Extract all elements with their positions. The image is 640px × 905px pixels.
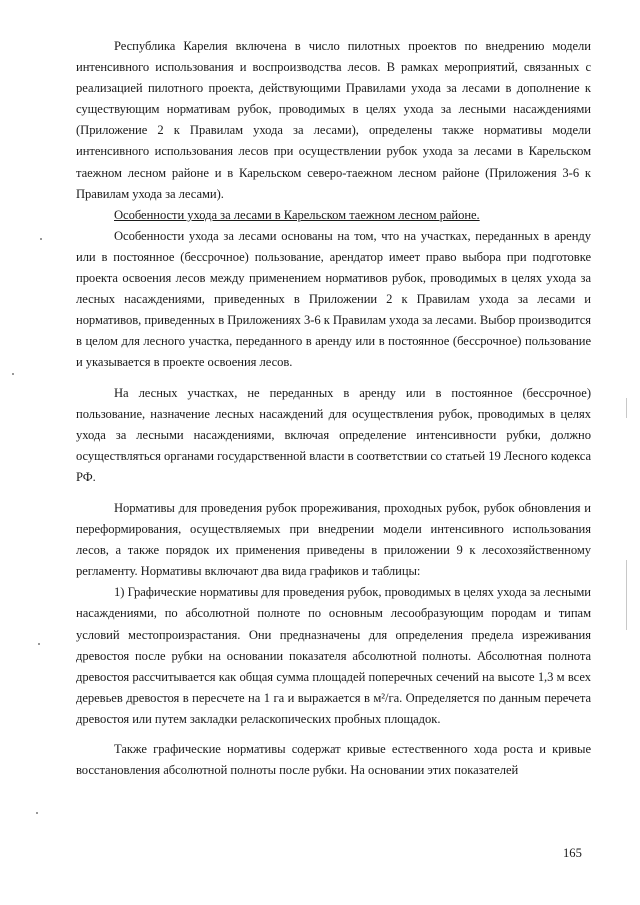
paragraph-norms: Нормативы для проведения рубок прореживания, проходных рубок, рубок обновления и переформирования, осуществляемых при внедрении модели интенсивного использования лесов, а также порядок их применения приведены в приложении 9 к лесохозяйственному регламенту. Нормативы включают два вида графиков и таблицы: (76, 500, 591, 579)
scan-edge-mark (626, 398, 627, 418)
section-heading: Особенности ухода за лесами в Карельском таежном лесном районе. (114, 207, 480, 222)
scan-speck (12, 373, 14, 375)
scan-speck (36, 812, 38, 814)
scan-edge-mark (626, 560, 627, 630)
paragraph-pilot-project: Республика Карелия включена в число пилотных проектов по внедрению модели интенсивного использования и воспроизводства лесов. В рамках мероприятий, связанных с реализацией пилотного проекта, действующими Правилами ухода за лесами в дополнение к существующим нормативам рубок, проводимых в целях ухода за лесными насаждениями (Приложение 2 к Правилам ухода за лесами), определены также нормативы модели интенсивного использования лесов при осуществлении рубок ухода за лесами в Карельском таежном лесном районе и в Карельском северо-таежном лесном районе (Приложения 3-6 к Правилам ухода за лесами). (76, 39, 591, 201)
paragraph-unleased-plots: На лесных участках, не переданных в аренду или в постоянное (бессрочное) пользование, назначение лесных насаждений для осуществления рубок, проводимых в целях ухода за лесными насаждениями, включая определение интенсивности рубки, должно осуществляться органами государственной власти в соответствии со статьей 19 Лесного кодекса РФ. (76, 385, 591, 484)
scan-speck (40, 238, 42, 240)
paragraph-growth-curves: Также графические нормативы содержат кривые естественного хода роста и кривые восстановления абсолютной полноты после рубки. На основании этих показателей (76, 742, 591, 778)
scan-speck (38, 643, 40, 645)
paragraph-features: Особенности ухода за лесами основаны на том, что на участках, переданных в аренду или в постоянное (бессрочное) пользование, арендатор имеет право выбора при подготовке проекта освоения лесов между применением нормативов рубок, проводимых в целях ухода за лесных насаждениями, приведенных в Приложении 2 к Правилам ухода за лесами и нормативов, приведенных в Приложениях 3-6 к Правилам ухода за лесами. Выбор производится в целом для лесного участка, переданного в аренду или в постоянное (бессрочное) пользование и указывается в проекте освоения лесов. (76, 228, 591, 370)
page-number: 165 (563, 846, 582, 860)
paragraph-graphic-norms: 1) Графические нормативы для проведения рубок, проводимых в целях ухода за лесными насаждениями, по абсолютной полноте по основным лесообразующим породам и типам условий местопроизрастания. Они предназначены для определения предела изреживания древостоя после рубки на основании показателя абсолютной полноты. Абсолютная полнота древостоя рассчитывается как общая сумма площадей поперечных сечений на высоте 1,3 м всех деревьев древостоя в пересчете на 1 га и выражается в м²/га. Определяется по данным перечета древостоя или путем закладки реласкопических пробных площадок. (76, 585, 591, 726)
body-text (76, 36, 591, 781)
